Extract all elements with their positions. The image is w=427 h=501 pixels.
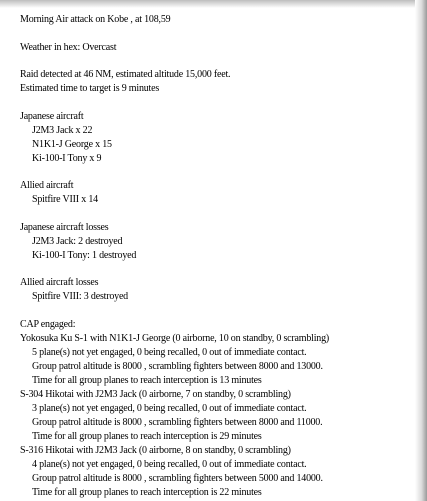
window-top-edge — [0, 0, 427, 8]
cap-group-detail: 3 plane(s) not yet engaged, 0 being recalled, 0 out of immediate contact. — [32, 402, 307, 414]
report-title: Morning Air attack on Kobe , at 108,59 — [20, 14, 171, 25]
japanese-aircraft-item: J2M3 Jack x 22 — [32, 124, 93, 136]
cap-group-detail: 5 plane(s) not yet engaged, 0 being recalled, 0 out of immediate contact. — [32, 346, 307, 358]
cap-group-name: S-316 Hikotai with J2M3 Jack (0 airborne, 8 on standby, 0 scrambling) — [20, 444, 291, 456]
allied-aircraft-item: Spitfire VIII x 14 — [32, 194, 98, 205]
cap-group-detail: Group patrol altitude is 8000 , scrambling fighters between 5000 and 14000. — [32, 472, 323, 484]
raid-detected-line: Raid detected at 46 NM, estimated altitude 15,000 feet. — [20, 69, 231, 80]
time-to-target-line: Estimated time to target is 9 minutes — [20, 83, 160, 94]
japanese-loss-item: J2M3 Jack: 2 destroyed — [32, 235, 123, 247]
japanese-loss-item: Ki-100-I Tony: 1 destroyed — [32, 249, 137, 261]
allied-losses-header: Allied aircraft losses — [20, 277, 99, 288]
window-right-bevel — [415, 0, 427, 501]
allied-aircraft-header: Allied aircraft — [20, 180, 74, 191]
cap-group-detail: Time for all group planes to reach interception is 13 minutes — [32, 374, 262, 386]
japanese-aircraft-item: N1K1-J George x 15 — [32, 138, 112, 150]
cap-group-name: Yokosuka Ku S-1 with N1K1-J George (0 airborne, 10 on standby, 0 scrambling) — [20, 332, 330, 344]
cap-group-detail: Time for all group planes to reach interception is 22 minutes — [32, 486, 262, 498]
japanese-aircraft-header: Japanese aircraft — [20, 110, 84, 122]
cap-group-detail: Group patrol altitude is 8000 , scrambling fighters between 8000 and 13000. — [32, 360, 323, 372]
allied-loss-item: Spitfire VIII: 3 destroyed — [32, 291, 128, 302]
combat-report-text — [20, 13, 414, 500]
cap-group-detail: Group patrol altitude is 8000 , scrambling fighters between 8000 and 11000. — [32, 416, 323, 428]
japanese-aircraft-item: Ki-100-I Tony x 9 — [32, 152, 102, 164]
cap-group-name: S-304 Hikotai with J2M3 Jack (0 airborne, 7 on standby, 0 scrambling) — [20, 388, 291, 400]
weather-line: Weather in hex: Overcast — [20, 41, 117, 53]
cap-header: CAP engaged: — [20, 318, 76, 330]
cap-group-detail: 4 plane(s) not yet engaged, 0 being recalled, 0 out of immediate contact. — [32, 458, 307, 470]
cap-group-detail: Time for all group planes to reach interception is 29 minutes — [32, 430, 262, 442]
japanese-losses-header: Japanese aircraft losses — [20, 221, 109, 233]
